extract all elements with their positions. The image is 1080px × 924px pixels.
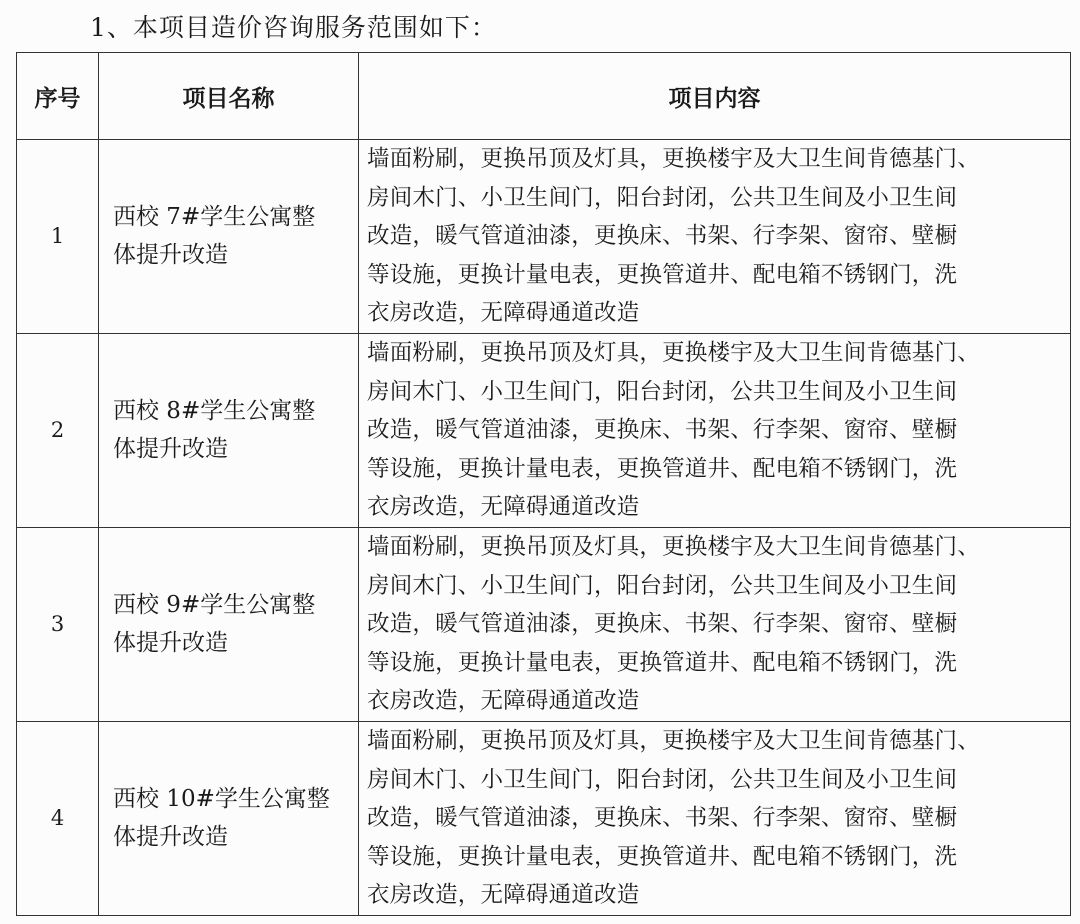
row-name <box>99 527 359 721</box>
content-line: 改造，暖气管道油漆，更换床、书架、行李架、窗帘、壁橱 <box>367 611 958 638</box>
header-name: 项目名称 <box>99 53 359 140</box>
row-no: 4 <box>17 721 99 915</box>
row-no: 1 <box>17 140 99 334</box>
content-line: 房间木门、小卫生间门，阳台封闭，公共卫生间及小卫生间 <box>367 766 958 793</box>
table-row <box>17 721 1071 915</box>
row-content <box>359 721 1071 915</box>
content-line: 衣房改造，无障碍通道改造 <box>367 882 640 909</box>
row-name-line: 西校 9#学生公寓整 <box>113 592 316 619</box>
content-line: 衣房改造，无障碍通道改造 <box>367 494 640 521</box>
content-line: 墙面粉刷，更换吊顶及灯具，更换楼宇及大卫生间肯德基门、 <box>367 727 980 754</box>
content-line: 墙面粉刷，更换吊顶及灯具，更换楼宇及大卫生间肯德基门、 <box>367 533 980 560</box>
row-content <box>359 527 1071 721</box>
content-line: 改造，暖气管道油漆，更换床、书架、行李架、窗帘、壁橱 <box>367 417 958 444</box>
content-line: 改造，暖气管道油漆，更换床、书架、行李架、窗帘、壁橱 <box>367 805 958 832</box>
table-row <box>17 527 1071 721</box>
row-name-line: 体提升改造 <box>113 242 228 269</box>
content-line: 改造，暖气管道油漆，更换床、书架、行李架、窗帘、壁橱 <box>367 223 958 250</box>
content-line: 等设施，更换计量电表，更换管道井、配电箱不锈钢门，洗 <box>367 649 958 676</box>
content-line: 衣房改造，无障碍通道改造 <box>367 688 640 715</box>
header-no: 序号 <box>17 53 99 140</box>
row-name-line: 体提升改造 <box>113 630 228 657</box>
content-line: 墙面粉刷，更换吊顶及灯具，更换楼宇及大卫生间肯德基门、 <box>367 339 980 366</box>
table-header-row <box>17 53 1071 140</box>
row-content <box>359 140 1071 334</box>
content-line: 衣房改造，无障碍通道改造 <box>367 300 640 327</box>
row-name <box>99 721 359 915</box>
content-line: 等设施，更换计量电表，更换管道井、配电箱不锈钢门，洗 <box>367 261 958 288</box>
row-no: 2 <box>17 333 99 527</box>
row-name-line: 西校 7#学生公寓整 <box>113 204 316 231</box>
header-content: 项目内容 <box>359 53 1071 140</box>
content-line: 房间木门、小卫生间门，阳台封闭，公共卫生间及小卫生间 <box>367 184 958 211</box>
row-no: 3 <box>17 527 99 721</box>
row-name-line: 体提升改造 <box>113 436 228 463</box>
row-content <box>359 333 1071 527</box>
service-scope-table <box>16 52 1071 916</box>
row-name-line: 体提升改造 <box>113 824 228 851</box>
row-name <box>99 333 359 527</box>
content-line: 房间木门、小卫生间门，阳台封闭，公共卫生间及小卫生间 <box>367 378 958 405</box>
content-line: 墙面粉刷，更换吊顶及灯具，更换楼宇及大卫生间肯德基门、 <box>367 146 980 172</box>
table-row <box>17 140 1071 334</box>
table-row <box>17 333 1071 527</box>
content-line: 等设施，更换计量电表，更换管道井、配电箱不锈钢门，洗 <box>367 843 958 870</box>
row-name <box>99 140 359 334</box>
content-line: 等设施，更换计量电表，更换管道井、配电箱不锈钢门，洗 <box>367 455 958 482</box>
row-name-line: 西校 10#学生公寓整 <box>113 786 330 813</box>
content-line: 房间木门、小卫生间门，阳台封闭，公共卫生间及小卫生间 <box>367 572 958 599</box>
row-name-line: 西校 8#学生公寓整 <box>113 398 316 425</box>
section-heading: 1、本项目造价咨询服务范围如下： <box>90 13 497 42</box>
